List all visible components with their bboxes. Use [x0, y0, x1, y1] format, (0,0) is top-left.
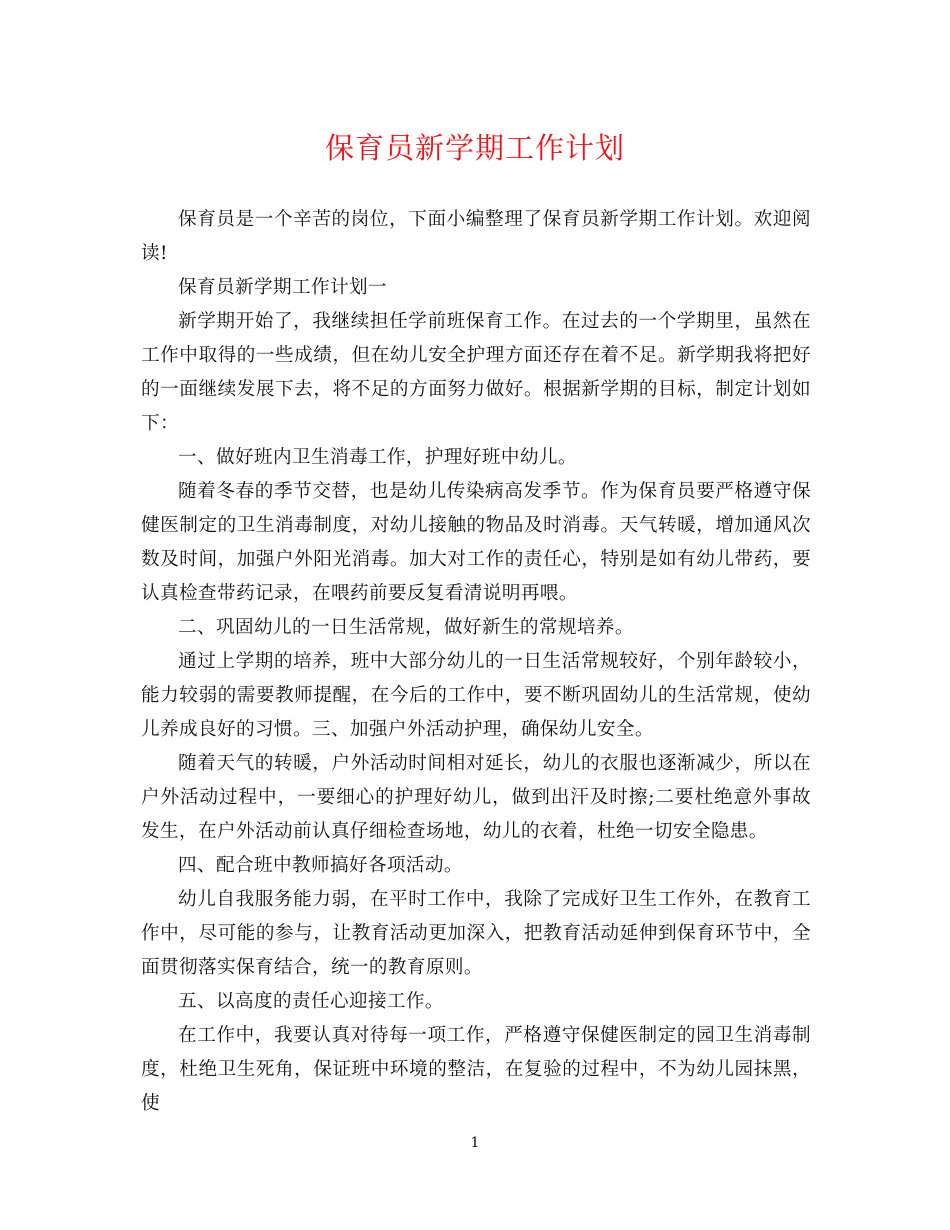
section-heading-cooperation: 四、配合班中教师搞好各项活动。 — [178, 855, 463, 876]
intro-paragraph: 保育员是一个辛苦的岗位，下面小编整理了保育员新学期工作计划。欢迎阅读! — [141, 209, 811, 264]
body-paragraph: 幼儿自我服务能力弱，在平时工作中，我除了完成好卫生工作外，在教育工作中，尽可能的参与，让教育活动更加深入，把教育活动延伸到保育环节中，全面贯彻落实保育结合，统一的教育原则。 — [141, 889, 811, 978]
document-body — [141, 203, 811, 1121]
section-heading-plan-one: 保育员新学期工作计划一 — [178, 277, 387, 298]
section-heading-responsibility: 五、以高度的责任心迎接工作。 — [178, 991, 444, 1012]
section-heading-hygiene: 一、做好班内卫生消毒工作，护理好班中幼儿。 — [178, 447, 577, 468]
body-paragraph: 随着冬春的季节交替，也是幼儿传染病高发季节。作为保育员要严格遵守保健医制定的卫生消毒制度，对幼儿接触的物品及时消毒。天气转暖，增加通风次数及时间，加强户外阳光消毒。加大对工作的责任心，特别是如有幼儿带药，要认真检查带药记录，在喂药前要反复看清说明再喂。 — [141, 481, 811, 604]
document-title: 保育员新学期工作计划 — [324, 131, 625, 165]
body-paragraph: 新学期开始了，我继续担任学前班保育工作。在过去的一个学期里，虽然在工作中取得的一些成绩，但在幼儿安全护理方面还存在着不足。新学期我将把好的一面继续发展下去，将不足的方面努力做好。根据新学期的目标，制定计划如下： — [141, 311, 811, 434]
body-paragraph: 随着天气的转暖，户外活动时间相对延长，幼儿的衣服也逐渐减少，所以在户外活动过程中，一要细心的护理好幼儿，做到出汗及时擦;二要杜绝意外事故发生，在户外活动前认真仔细检查场地，幼儿的衣着，杜绝一切安全隐患。 — [141, 753, 811, 842]
page-number: 1 — [470, 1135, 480, 1151]
body-paragraph: 在工作中，我要认真对待每一项工作，严格遵守保健医制定的园卫生消毒制度，杜绝卫生死角，保证班中环境的整洁，在复验的过程中，不为幼儿园抹黑，使 — [141, 1025, 811, 1114]
section-heading-routine: 二、巩固幼儿的一日生活常规，做好新生的常规培养。 — [178, 617, 634, 638]
body-paragraph: 通过上学期的培养，班中大部分幼儿的一日生活常规较好，个别年龄较小，能力较弱的需要教师提醒，在今后的工作中，要不断巩固幼儿的生活常规，使幼儿养成良好的习惯。三、加强户外活动护理，确保幼儿安全。 — [141, 651, 811, 740]
